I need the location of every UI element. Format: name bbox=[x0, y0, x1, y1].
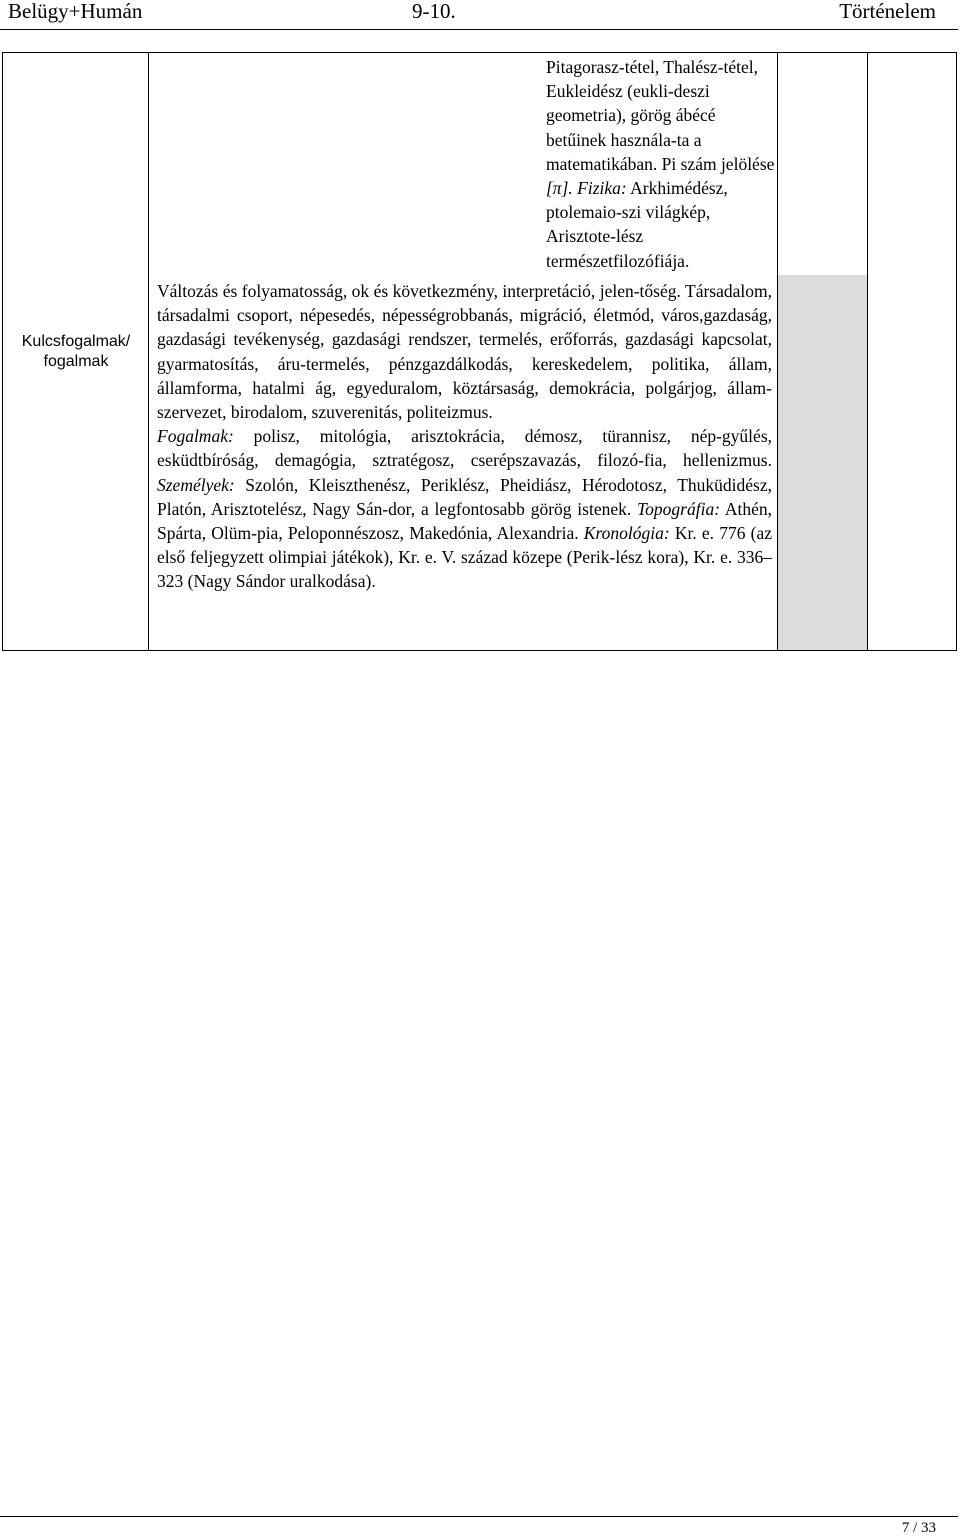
key-concepts-text: Változás és folyamatosság, ok és következmény, interpretáció, jelen-tőség. Társadalom, társadalmi csoport, népesedés, népességrobbanás, migráció, életmód, város,gazdaság, gazdasági tevékenység, gazdasági rendszer, termelés, erőforrás, gazdasági kapcsolat, gyarmatosítás, áru-termelés, pénzgazdálkodás, kereskedelem, politika, állam, államforma, hatalmi ág, egyeduralom, köztársaság, demokrácia, polgárjog, állam-szervezet, birodalom, szuverenitás, politeizmus. bbox=[157, 281, 772, 423]
header-subject-group: Belügy+Humán bbox=[8, 0, 143, 23]
szemelyek-text: Szolón, Kleiszthenész, Periklész, Pheidiász, Hérodotosz, Thuküdidész, Platón, Arisztotelész, Nagy Sán-dor, a legfontosabb görög istenek. bbox=[157, 474, 772, 519]
content-cell bbox=[149, 53, 778, 650]
curriculum-table bbox=[2, 52, 957, 651]
note-text: Pitagorasz-tétel, Thalész-tétel, Eukleidész (eukli-deszi geometria), görög ábécé betűinek használa-ta a matematikában. Pi szám jelölése bbox=[546, 57, 775, 174]
page-header bbox=[0, 0, 960, 26]
topografia-text: Athén, Spárta, Olüm-pia, Peloponnészosz, Makedónia, Alexandria. bbox=[157, 498, 772, 544]
note-text-continued: Arkhimédész, ptolemaio-szi világkép, Arisztote-lész természetfilozófiája. bbox=[546, 178, 728, 271]
szemelyek-label: Személyek: bbox=[157, 474, 235, 495]
concepts-paragraph bbox=[157, 279, 772, 594]
shaded-cell bbox=[778, 275, 868, 650]
header-grade: 9-10. bbox=[412, 0, 456, 23]
fogalmak-text: polisz, mitológia, arisztokrácia, démosz, türannisz, nép-gyűlés, esküdtbíróság, demagógia, sztratégosz, cserépszavazás, filozó-fia, hellenizmus. bbox=[157, 426, 772, 471]
cross-curricular-note bbox=[546, 55, 776, 273]
header-subject: Történelem bbox=[839, 0, 936, 23]
page-number: 7 / 33 bbox=[901, 1520, 936, 1536]
header-rule bbox=[0, 29, 958, 30]
fogalmak-label: Fogalmak: bbox=[157, 426, 234, 447]
column-divider bbox=[867, 53, 868, 650]
note-italic: [π]. Fizika: bbox=[546, 178, 627, 199]
row-label: Kulcsfogalmak/ fogalmak bbox=[21, 332, 131, 370]
row-label-cell bbox=[3, 53, 149, 650]
topografia-label: Topográfia: bbox=[637, 498, 721, 519]
kronologia-label: Kronológia: bbox=[583, 523, 670, 544]
footer-rule bbox=[0, 1516, 958, 1517]
kronologia-text: Kr. e. 776 (az első feljegyzett olimpiai játékok), Kr. e. V. század közepe (Perik-lész kora), Kr. e. 336–323 (Nagy Sándor uralkodása). bbox=[157, 523, 772, 592]
